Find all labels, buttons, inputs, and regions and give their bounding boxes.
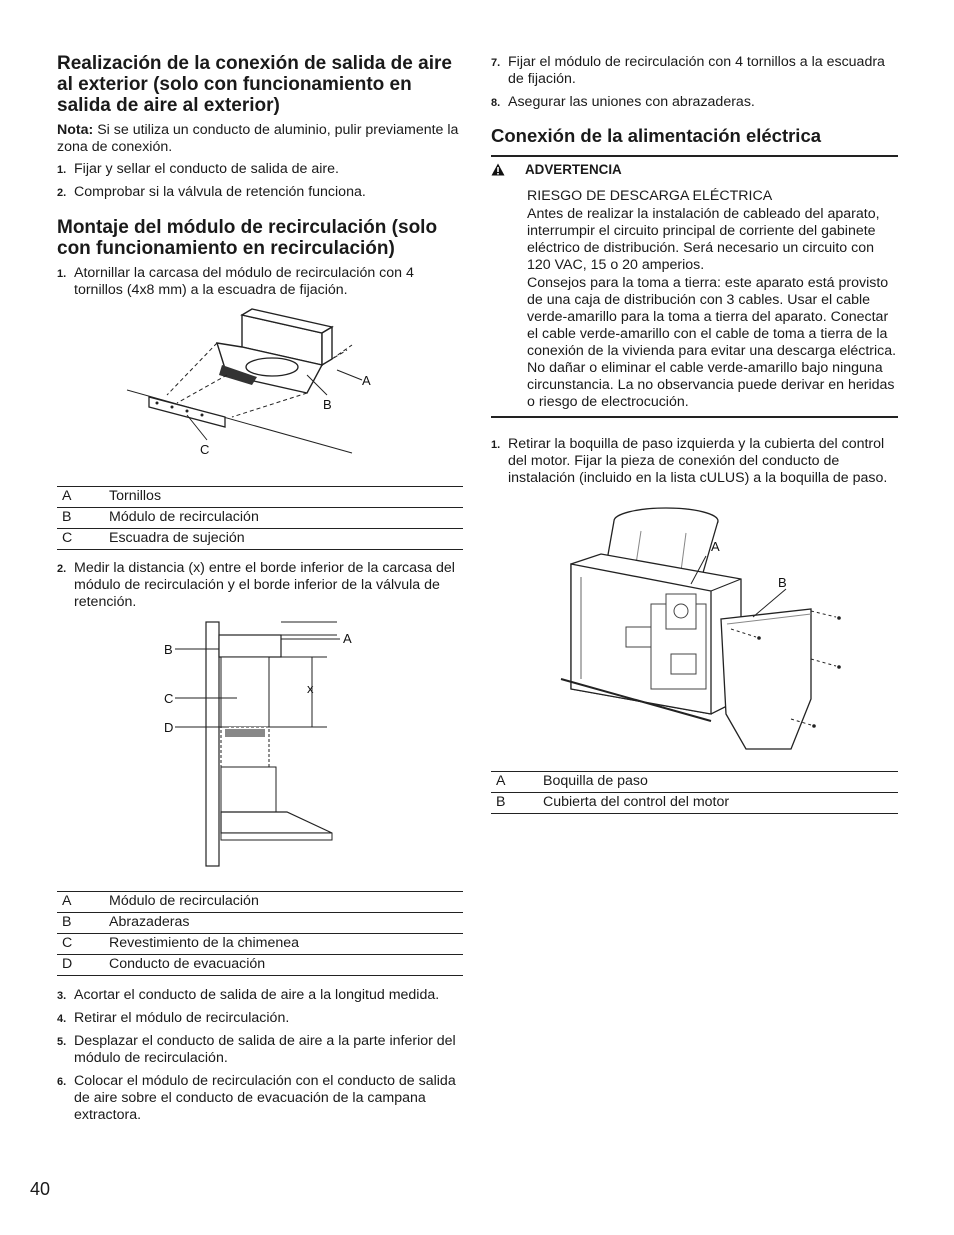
table-row: D Conducto de evacuación <box>57 955 463 976</box>
step-item: 1. Fijar y sellar el conducto de salida de aire. <box>57 161 339 177</box>
table-row: A Boquilla de paso <box>491 772 898 793</box>
section-heading-exhaust: Realización de la conexión de salida de aire al exterior (solo con funcionamiento en salida de aire al exterior) <box>57 53 452 116</box>
step-item: 7. Fijar el módulo de recirculación con 4 tornillos a la escuadra de fijación. <box>491 54 885 87</box>
fig2-label-b: B <box>164 642 173 657</box>
table-row: A Módulo de recirculación <box>57 892 463 913</box>
table-row: B Cubierta del control del motor <box>491 793 898 814</box>
fig3-label-b: B <box>778 575 787 590</box>
warning-body <box>491 188 898 411</box>
step-item: 2. Medir la distancia (x) entre el borde inferior de la carcasa del módulo de recirculación y el borde inferior de la válvula de retención. <box>57 560 455 610</box>
figure-motor-control <box>491 499 898 769</box>
note-text: Si se utiliza un conducto de aluminio, pulir previamente la zona de conexión. <box>57 122 459 155</box>
fig2-label-d: D <box>164 720 174 735</box>
fig2-label-a: A <box>343 631 352 646</box>
figure-distance-measure <box>57 615 463 875</box>
right-column <box>491 0 898 814</box>
page-number: 40 <box>30 1179 51 1199</box>
warning-title: ADVERTENCIA <box>491 162 898 177</box>
step-item: 3. Acortar el conducto de salida de aire a la longitud medida. <box>57 987 440 1003</box>
table-row: C Escuadra de sujeción <box>57 529 463 550</box>
step-item: 4. Retirar el módulo de recirculación. <box>57 1010 290 1026</box>
steps-exhaust <box>57 161 463 201</box>
note-label: Nota: <box>57 122 94 138</box>
fig1-label-a: A <box>362 373 371 388</box>
table-row: B Abrazaderas <box>57 913 463 934</box>
legend-table-3 <box>491 771 898 814</box>
figure-recirculation-mount <box>57 305 463 485</box>
steps-recirculation-cont <box>491 54 898 111</box>
section-heading-recirculation: Montaje del módulo de recirculación (solo con funcionamiento en recirculación) <box>57 217 438 259</box>
warning-box <box>491 155 898 418</box>
legend-table-2 <box>57 891 463 976</box>
fig1-label-c: C <box>200 442 210 457</box>
warning-paragraph: Consejos para la toma a tierra: este aparato está provisto de una caja de distribución con 3 cables. Usar el cable verde-amarillo para la toma a tierra del aparato. Conectar el cable verde-amarillo con el cable de toma a tierra de la conexión de la vivienda para evitar una descarga eléctrica. No dañar o eliminar el cable verde-amarillo bajo ninguna circunstancia. La no observancia puede derivar en heridas o riesgo de electrocución. <box>527 275 897 410</box>
steps-recirculation-final <box>57 987 463 1124</box>
table-row: A Tornillos <box>57 487 463 508</box>
fig3-label-a: A <box>711 539 720 554</box>
fig2-label-x: x <box>307 681 314 696</box>
table-row: B Módulo de recirculación <box>57 508 463 529</box>
note <box>57 122 463 156</box>
section-heading-electrical: Conexión de la alimentación eléctrica <box>491 125 822 146</box>
warning-subtitle: RIESGO DE DESCARGA ELÉCTRICA <box>527 188 773 204</box>
table-row: C Revestimiento de la chimenea <box>57 934 463 955</box>
step-item: 2. Comprobar si la válvula de retención funciona. <box>57 184 366 200</box>
step-item: 1. Retirar la boquilla de paso izquierda y la cubierta del control del motor. Fijar la pieza de conexión del conducto de instalación (incluido en la lista cULUS) a la boquilla de paso. <box>491 436 888 486</box>
left-column <box>57 0 463 1124</box>
warning-triangle-icon <box>491 163 505 176</box>
fig1-label-b: B <box>323 397 332 412</box>
step-item: 1. Atornillar la carcasa del módulo de recirculación con 4 tornillos (4x8 mm) a la escuadra de fijación. <box>57 265 414 298</box>
step-item: 6. Colocar el módulo de recirculación con el conducto de salida de aire sobre el conducto de evacuación de la campana extractora. <box>57 1073 456 1123</box>
fig2-label-c: C <box>164 691 174 706</box>
step-item: 8. Asegurar las uniones con abrazaderas. <box>491 94 755 110</box>
step-item: 5. Desplazar el conducto de salida de aire a la parte inferior del módulo de recirculación. <box>57 1033 456 1066</box>
warning-paragraph: Antes de realizar la instalación de cableado del aparato, interrumpir el circuito principal de corriente del gabinete eléctrico de distribución. Será necesario un circuito con 120 VAC, 15 o 20 amperios. <box>527 206 880 273</box>
legend-table-1 <box>57 486 463 550</box>
